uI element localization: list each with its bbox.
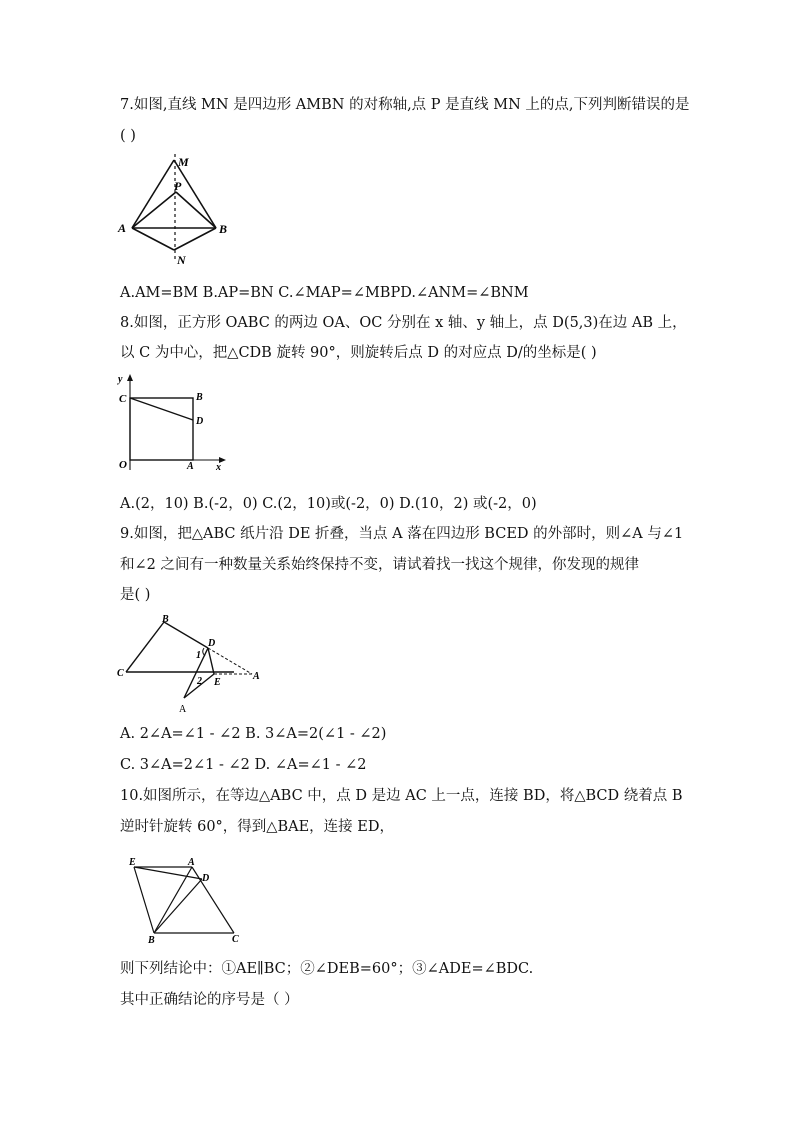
q10-question: 其中正确结论的序号是（ ） bbox=[120, 992, 299, 1008]
q9-label-2: 2 bbox=[197, 676, 202, 687]
q9-label-C: C bbox=[117, 668, 124, 679]
q10-label-B: B bbox=[148, 935, 155, 946]
q9-label-1: 1 bbox=[196, 650, 201, 661]
q9-figure bbox=[116, 612, 264, 720]
q7-figure bbox=[114, 152, 244, 274]
q8-label-y: y bbox=[118, 374, 123, 385]
q8-stem-line2: 以 C 为中心，把△CDB 旋转 90°，则旋转后点 D 的对应点 D/的坐标是( ) bbox=[120, 345, 597, 361]
q9-label-D: D bbox=[208, 638, 216, 649]
q10-stem-line1: 10.如图所示，在等边△ABC 中，点 D 是边 AC 上一点，连接 BD，将△BCD 绕着点 B bbox=[120, 788, 683, 804]
q10-conclusions: 则下列结论中：①AE∥BC；②∠DEB=60°；③∠ADE=∠BDC. bbox=[120, 961, 534, 977]
q8-options: A.(2，10) B.(-2，0) C.(2，10)或(-2，0) D.(10，2) 或(-2，0) bbox=[120, 496, 537, 512]
q9-stem-line2: 和∠2 之间有一种数量关系始终保持不变，请试着找一找这个规律，你发现的规律 bbox=[120, 557, 639, 573]
q9-stem-line3: 是( ) bbox=[120, 587, 151, 603]
q7-stem-line2: ( ) bbox=[120, 128, 136, 144]
q10-stem-line2: 逆时针旋转 60°，得到△BAE，连接 ED， bbox=[120, 819, 394, 835]
q8-label-B: B bbox=[196, 392, 203, 403]
q9-options-line1: A. 2∠A=∠1 - ∠2 B. 3∠A=2(∠1 - ∠2) bbox=[120, 726, 387, 742]
q8-label-D: D bbox=[196, 416, 204, 427]
q9-label-A-right: A bbox=[253, 671, 260, 682]
q10-label-C: C bbox=[232, 934, 239, 945]
q9-options-line2: C. 3∠A=2∠1 - ∠2 D. ∠A=∠1 - ∠2 bbox=[120, 757, 367, 773]
q7-stem-line1: 7.如图,直线 MN 是四边形 AMBN 的对称轴,点 P 是直线 MN 上的点,下列判断错误的是 bbox=[120, 97, 690, 113]
q8-label-O: O bbox=[119, 459, 127, 471]
q10-figure bbox=[122, 853, 246, 951]
q8-label-C: C bbox=[119, 393, 127, 405]
q10-label-D: D bbox=[202, 873, 210, 884]
q9-label-A-bottom: A bbox=[179, 704, 187, 715]
q9-label-E: E bbox=[214, 677, 221, 688]
q8-label-x: x bbox=[216, 462, 221, 473]
q7-label-M: M bbox=[178, 155, 189, 169]
q7-label-A: A bbox=[118, 221, 127, 235]
q7-label-B: B bbox=[219, 222, 228, 236]
q7-label-P: P bbox=[174, 179, 182, 193]
q7-options: A.AM=BM B.AP=BN C.∠MAP=∠MBPD.∠ANM=∠BNM bbox=[120, 285, 529, 301]
q8-label-A: A bbox=[187, 461, 194, 472]
q9-label-B: B bbox=[162, 614, 169, 625]
q8-figure bbox=[116, 372, 228, 480]
q10-label-A: A bbox=[188, 857, 195, 868]
q9-stem-line1: 9.如图，把△ABC 纸片沿 DE 折叠，当点 A 落在四边形 BCED 的外部时，则∠A 与∠1 bbox=[120, 526, 684, 542]
q8-stem-line1: 8.如图，正方形 OABC 的两边 OA、OC 分别在 x 轴、y 轴上，点 D(5,3)在边 AB 上， bbox=[120, 315, 687, 331]
q10-label-E: E bbox=[129, 857, 136, 868]
q7-label-N: N bbox=[177, 253, 186, 267]
